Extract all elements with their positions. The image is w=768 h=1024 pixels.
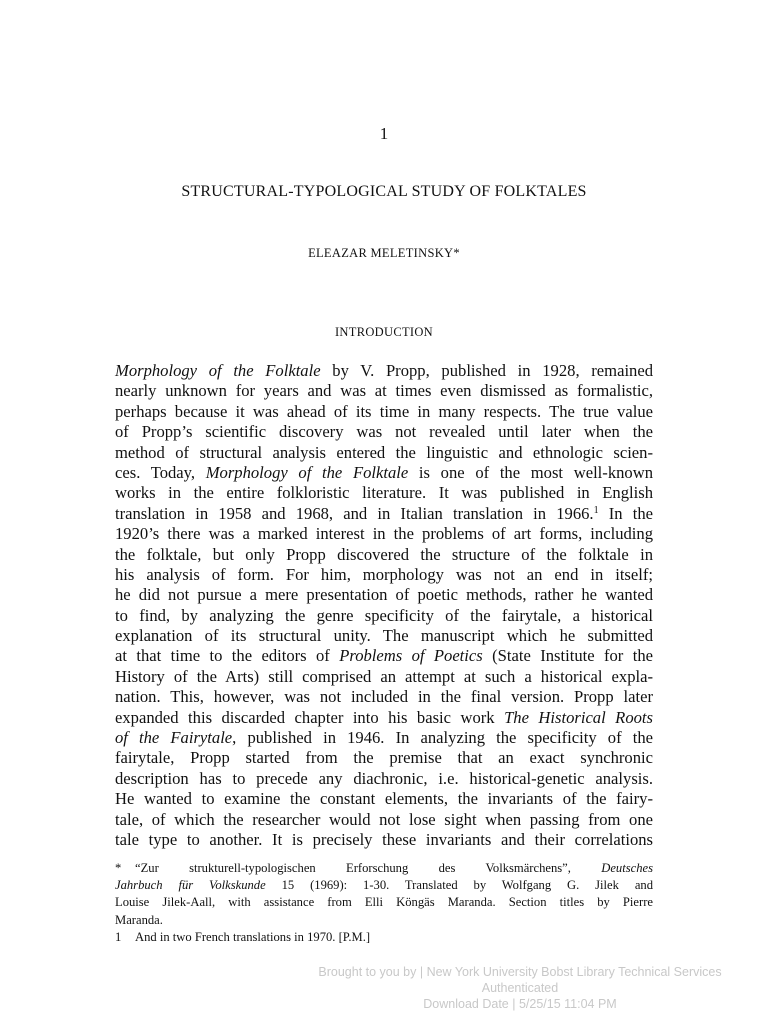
watermark-line: Authenticated (481, 981, 559, 995)
footnote-line (115, 929, 653, 946)
text-line (115, 504, 653, 524)
footnote-mark: 1 (115, 929, 122, 944)
text-line (115, 646, 653, 666)
text-span: ces. Today, (115, 462, 206, 482)
text-line: of Propp’s scientific discovery was not revealed until later when the (115, 422, 653, 442)
text-line: his analysis of form. For him, morphology was not an end in itself; (115, 564, 653, 584)
text-line: fairytale, Propp started from the premise that an exact synchronic (115, 748, 653, 768)
text-span: “Zur strukturell-typologischen Erforschung des Volksmärchens”, (135, 861, 602, 875)
text-line: nation. This, however, was not included in the final version. Propp later (115, 687, 653, 707)
footnote-line (115, 860, 653, 877)
text-line: method of structural analysis entered the linguistic and ethnologic scien- (115, 442, 653, 462)
section-title: INTRODUCTION (334, 325, 434, 339)
italic-title: Morphology of the Folktale (115, 361, 321, 380)
footnotes (115, 860, 653, 946)
text-line: perhaps because it was ahead of its time in many respects. The true value (115, 401, 653, 421)
author-footnote-mark: * (453, 246, 460, 260)
italic-title: Problems of Poetics (339, 646, 483, 666)
footnote-ref: 1 (593, 504, 599, 516)
text-span: , published in 1946. In analyzing the specificity of the (232, 728, 653, 748)
text-line (115, 728, 653, 748)
text-span: by V. Propp, published in 1928, remained (320, 361, 654, 380)
text-line: to find, by analyzing the genre specificity of the fairytale, a historical (115, 605, 653, 625)
text-line (115, 708, 653, 728)
watermark-line: Download Date | 5/25/15 11:04 PM (423, 997, 617, 1011)
text-line: explanation of its structural unity. The manuscript which he submitted (115, 626, 653, 646)
watermark-line: Brought to you by | New York University Bobst Library Technical Services (318, 965, 722, 979)
text-line: description has to precede any diachronic, i.e. historical-genetic analysis. (115, 768, 653, 788)
text-line: 1920’s there was a marked interest in the problems of art forms, including (115, 524, 653, 544)
footnote-line (115, 877, 653, 894)
text-span: is one of the most well-known (408, 462, 653, 482)
chapter-title: STRUCTURAL-TYPOLOGICAL STUDY OF FOLKTALES (181, 183, 587, 200)
chapter-number: 1 (379, 124, 389, 143)
text-line: he did not pursue a mere presentation of poetic methods, rather he wanted (115, 585, 653, 605)
text-line: tale, of which the researcher would not lose sight when passing from one (115, 809, 653, 829)
text-line (115, 361, 653, 381)
italic-title: Morphology of the Folktale (205, 462, 409, 482)
text-line: nearly unknown for years and was at times even dismissed as formalistic, (115, 381, 653, 401)
author-name (0, 246, 768, 261)
text-line (115, 463, 653, 483)
italic-title: Jahrbuch für Volkskunde (115, 878, 266, 893)
text-span: expanded this discarded chapter into his basic work (115, 707, 505, 727)
footnote-line: Louise Jilek-Aall, with assistance from Elli Köngäs Maranda. Section titles by Pierre (115, 895, 653, 910)
text-span: In the (598, 503, 653, 523)
text-span: And in two French translations in 1970. [P.M.] (135, 929, 371, 944)
footnote-mark: * (115, 861, 122, 875)
text-span: at that time to the editors of (115, 646, 340, 666)
text-line: the folktale, but only Propp discovered the structure of the folktale in (115, 544, 653, 564)
text-line: History of the Arts) still comprised an attempt at such a historical expla- (115, 666, 653, 686)
italic-title: of the Fairytale (115, 728, 233, 748)
text-span: (State Institute for the (482, 646, 653, 666)
italic-title: Deutsches (601, 861, 653, 875)
text-line: He wanted to examine the constant elements, the invariants of the fairy- (115, 789, 653, 809)
footnote-line: Maranda. (115, 912, 163, 927)
body-text (115, 361, 653, 850)
italic-title: The Historical Roots (504, 707, 653, 727)
text-span: translation in 1958 and 1968, and in Italian translation in 1966. (115, 503, 594, 523)
text-line: works in the entire folkloristic literature. It was published in English (115, 483, 653, 503)
download-watermark (270, 964, 768, 1012)
author-name-text: ELEAZAR MELETINSKY (308, 246, 454, 260)
text-line: tale type to another. It is precisely these invariants and their correlations (115, 829, 653, 849)
text-span: 15 (1969): 1-30. Translated by Wolfgang G. Jilek and (265, 878, 654, 893)
